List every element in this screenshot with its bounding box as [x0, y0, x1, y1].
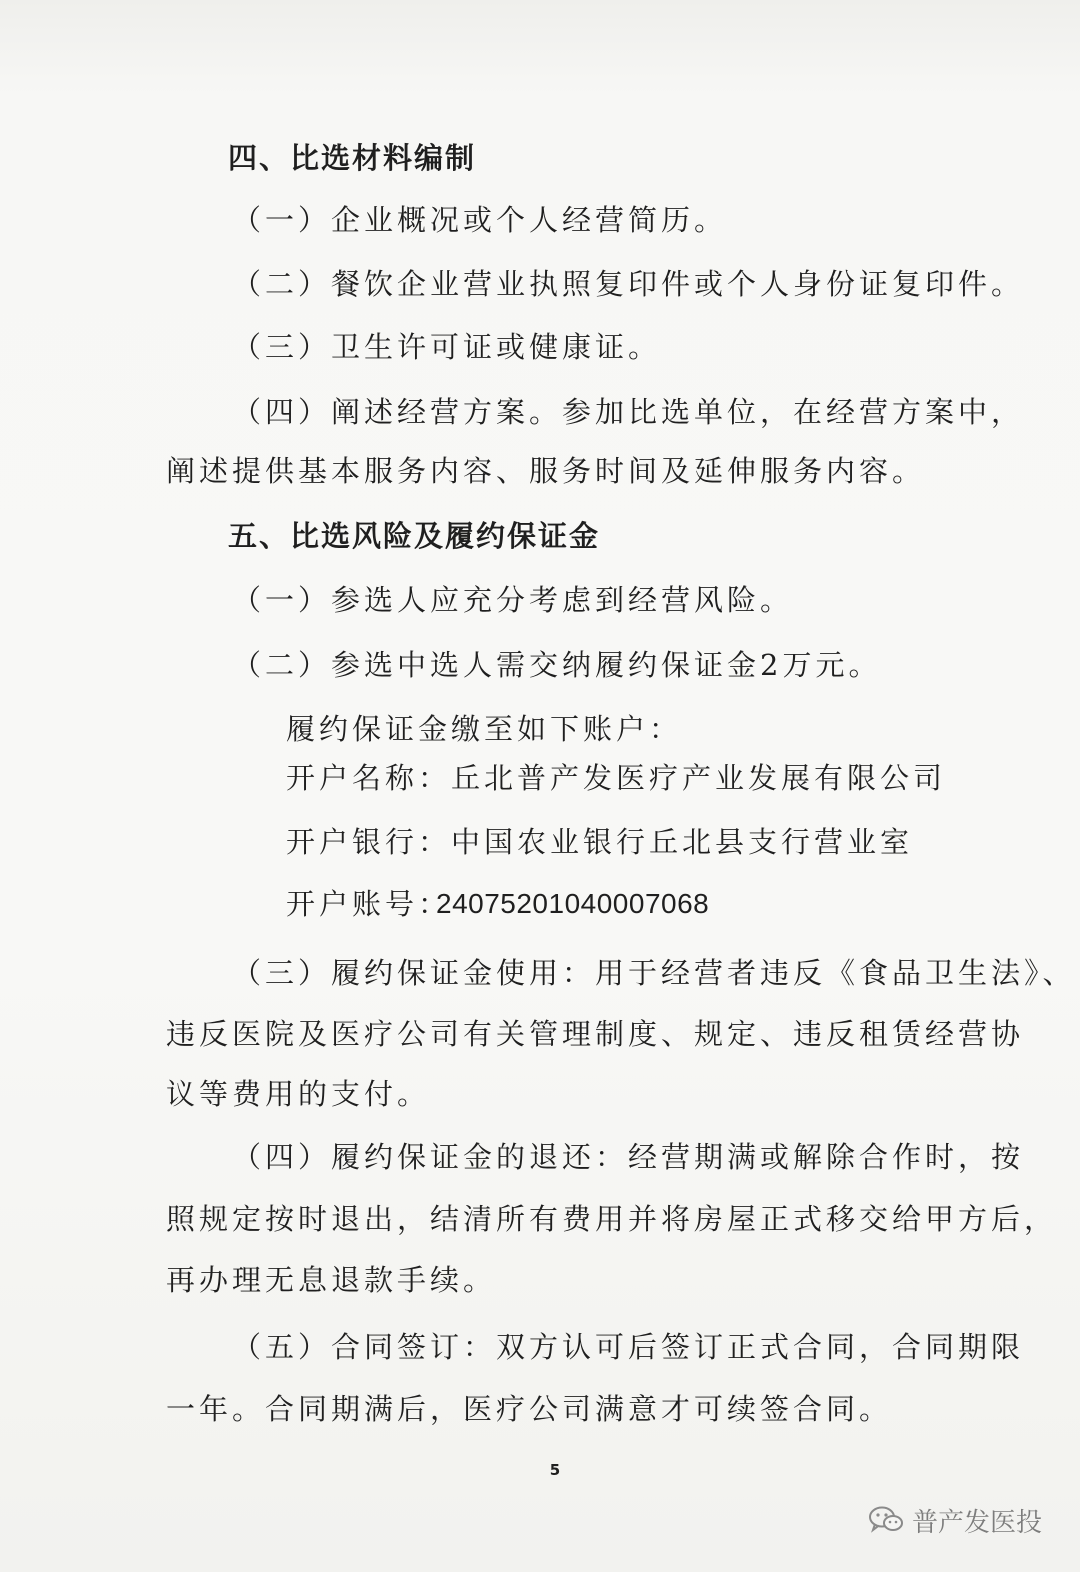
account-name: 开户名称：丘北普产发医疗产业发展有限公司 [286, 761, 947, 795]
page-number: 5 [549, 1461, 561, 1479]
paragraph: （五）合同签订：双方认可后签订正式合同，合同期限 [232, 1330, 1025, 1364]
account-number: 24075201040007068 [436, 888, 710, 919]
account-bank: 开户银行：中国农业银行丘北县支行营业室 [286, 825, 914, 859]
section-heading-five: 五、比选风险及履约保证金 [228, 519, 601, 553]
watermark-text: 普产发医投 [912, 1507, 1043, 1538]
paragraph: （二）参选中选人需交纳履约保证金2万元。 [232, 648, 882, 682]
account-number-label: 开户账号： [286, 887, 452, 921]
watermark [868, 1500, 1042, 1540]
paragraph: （一）企业概况或个人经营简历。 [232, 203, 728, 237]
paragraph: 照规定按时退出，结清所有费用并将房屋正式移交给甲方后， [166, 1202, 1058, 1236]
paragraph: （二）餐饮企业营业执照复印件或个人身份证复印件。 [232, 267, 1025, 301]
paragraph: 议等费用的支付。 [166, 1077, 431, 1111]
paragraph: （一）参选人应充分考虑到经营风险。 [232, 583, 794, 617]
paragraph: 阐述提供基本服务内容、服务时间及延伸服务内容。 [166, 454, 926, 488]
paragraph: 再办理无息退款手续。 [166, 1263, 497, 1297]
paragraph: （四）阐述经营方案。参加比选单位，在经营方案中， [232, 395, 1025, 429]
paragraph: 违反医院及医疗公司有关管理制度、规定、违反租赁经营协 [166, 1017, 1025, 1051]
wechat-icon [868, 1505, 904, 1535]
paragraph: （四）履约保证金的退还：经营期满或解除合作时，按 [232, 1140, 1025, 1174]
paragraph: （三）履约保证金使用：用于经营者违反《食品卫生法》、 [232, 956, 1076, 990]
account-intro: 履约保证金缴至如下账户： [286, 712, 683, 746]
paragraph: 一年。合同期满后，医疗公司满意才可续签合同。 [166, 1392, 893, 1426]
section-heading-four: 四、比选材料编制 [228, 141, 477, 175]
paragraph: （三）卫生许可证或健康证。 [232, 330, 662, 364]
